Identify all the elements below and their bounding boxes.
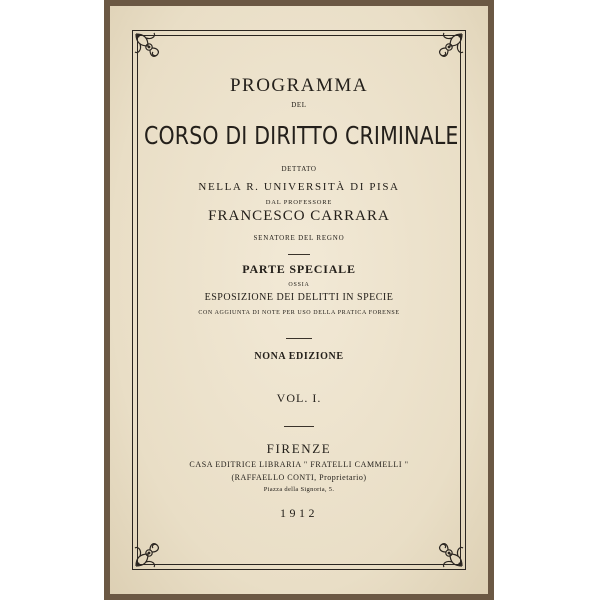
book-title: CORSO DI DIRITTO CRIMINALE [144, 121, 459, 150]
imprint-year: 1912 [280, 506, 318, 520]
heading-programma: PROGRAMMA [229, 75, 369, 96]
subtitle-aggiunta: CON AGGIUNTA DI NOTE PER USO DELLA PRATICA FORENSE [198, 310, 400, 316]
imprint-city: FIRENZE [266, 441, 332, 456]
divider-rule [284, 426, 314, 427]
author-name: FRANCESCO CARRARA [208, 208, 390, 224]
imprint-proprietor: (RAFFAELLO CONTI, Proprietario) [231, 473, 367, 482]
floral-corner-icon [132, 536, 166, 570]
word-ossia: OSSIA [288, 282, 310, 288]
university-line: NELLA R. UNIVERSITÀ DI PISA [198, 181, 400, 193]
edition-label: NONA EDIZIONE [254, 351, 344, 362]
word-del: DEL [291, 101, 307, 109]
title-page [110, 6, 488, 594]
imprint-address: Piazza della Signoria, 5. [263, 486, 335, 493]
dal-professore-line: DAL PROFESSORE [265, 199, 333, 206]
subtitle-esposizione: ESPOSIZIONE DEI DELITTI IN SPECIE [204, 292, 394, 303]
imprint-publisher: CASA EDITRICE LIBRARIA " FRATELLI CAMMELLI " [189, 460, 409, 469]
floral-corner-icon [432, 30, 466, 64]
word-dettato: DETTATO [281, 165, 317, 173]
floral-corner-icon [132, 30, 166, 64]
volume-label: VOL. I. [276, 391, 322, 405]
part-heading: PARTE SPECIALE [242, 262, 356, 276]
floral-corner-icon [432, 536, 466, 570]
divider-rule [288, 254, 310, 255]
author-title: SENATORE DEL REGNO [253, 234, 345, 242]
divider-rule [286, 338, 312, 339]
